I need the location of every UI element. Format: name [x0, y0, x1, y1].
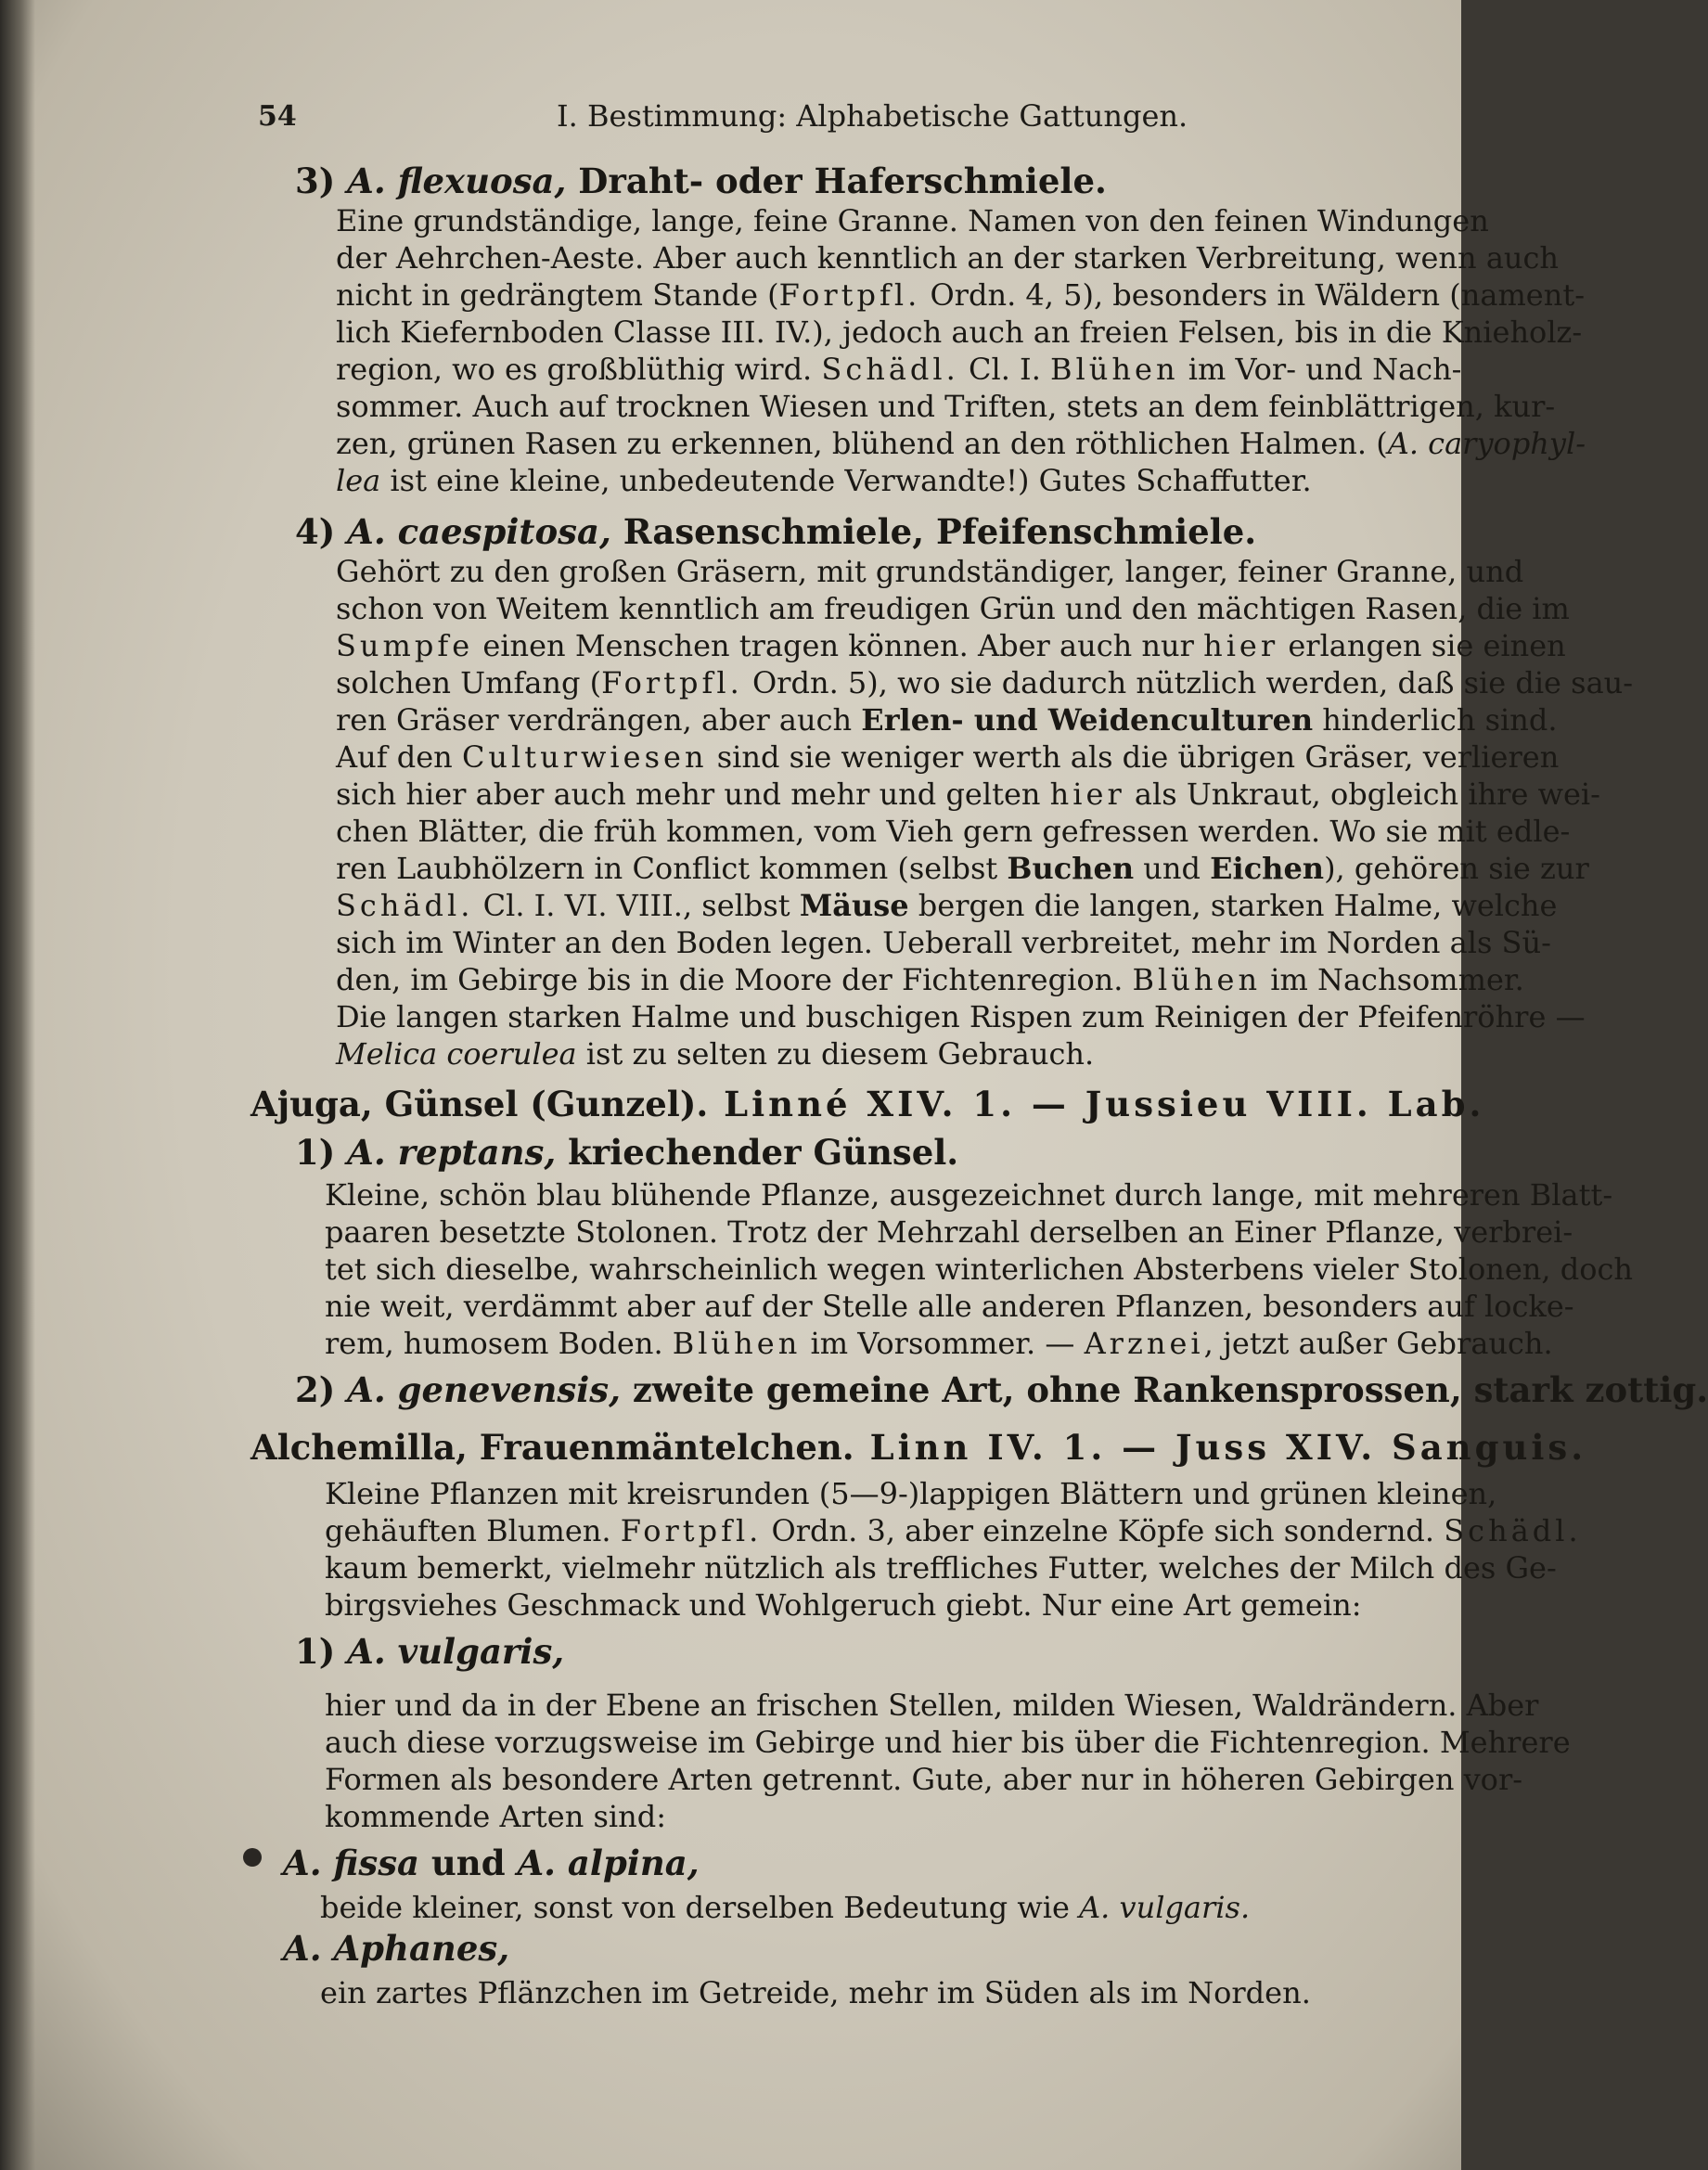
page-shadow-edge: [0, 0, 35, 2170]
text-run: A. vulgaris.: [1079, 1890, 1251, 1925]
text-line: [295, 1371, 1708, 1408]
text-run: A. fissa: [283, 1843, 420, 1883]
text-run: Fortpfl.: [778, 277, 921, 313]
text-run: hier: [1049, 777, 1125, 812]
text-run: 2): [295, 1369, 348, 1410]
text-line: [320, 1974, 1311, 2011]
text-run: Kleine Pflanzen mit kreisrunden (5—9-)lappigen Blättern und grünen kleinen,: [325, 1476, 1497, 1511]
text-run: Culturwiesen: [461, 739, 708, 775]
text-run: tet sich dieselbe, wahrscheinlich wegen winterlichen Absterbens vieler Stolonen, doch: [325, 1252, 1634, 1287]
text-line: [325, 1586, 1361, 1624]
text-run: Kleine, schön blau blühende Pflanze, ausgezeichnet durch lange, mit mehreren Blatt-: [325, 1177, 1613, 1213]
text-run: ren Gräser verdrängen, aber auch: [336, 702, 862, 738]
text-run: sich im Winter an den Boden legen. Ueberall verbreitet, mehr im Norden als Sü-: [336, 925, 1551, 960]
text-run: Blühen: [1132, 962, 1262, 997]
text-run: gehäuften Blumen.: [325, 1513, 621, 1548]
text-line: [336, 998, 1586, 1035]
text-run: rem, humosem Boden.: [325, 1326, 673, 1361]
text-run: sommer. Auch auf trocknen Wiesen und Triften, stets an dem feinblättrigen, kur-: [336, 389, 1556, 424]
text-line: [325, 1213, 1573, 1251]
text-run: und: [419, 1843, 518, 1883]
text-run: zen, grünen Rasen zu erkennen, blühend an den röthlichen Halmen. (: [336, 426, 1388, 461]
text-run: solchen Umfang (: [336, 665, 602, 700]
text-run: Schädl.: [1444, 1513, 1582, 1548]
text-run: Mäuse: [799, 888, 909, 923]
text-run: Eine grundständige, lange, feine Granne. Namen von den feinen Windungen: [336, 203, 1489, 238]
text-run: birgsviehes Geschmack und Wohlgeruch giebt. Nur eine Art gemein:: [325, 1587, 1362, 1623]
text-run: A. caespitosa,: [347, 511, 623, 552]
text-line: [336, 850, 1589, 887]
text-run: den, im Gebirge bis in die Moore der Fichtenregion.: [336, 962, 1133, 997]
text-run: zweite gemeine Art, ohne Rankensprossen, stark zottig.: [632, 1369, 1708, 1410]
text-run: Alchemilla, Frauenmäntelchen.: [250, 1427, 854, 1468]
text-run: ren Laubhölzern in Conflict kommen (selbst: [336, 851, 1008, 886]
text-run: Ajuga, Günsel (Gunzel).: [250, 1084, 709, 1124]
text-run: Blühen: [672, 1326, 802, 1361]
text-line: [283, 1930, 509, 1967]
text-line: [336, 239, 1559, 276]
text-line: [325, 1475, 1496, 1512]
text-run: 4): [295, 511, 348, 552]
text-run: kaum bemerkt, vielmehr nützlich als treffliches Futter, welches der Milch des Ge-: [325, 1550, 1557, 1586]
text-line: [336, 1035, 1094, 1072]
text-run: lich Kiefernboden Classe III. IV.), jedoch auch an freien Felsen, bis in die Knieholz-: [336, 315, 1583, 350]
text-line: [325, 1687, 1538, 1724]
text-run: Gehört zu den großen Gräsern, mit grundständiger, langer, feiner Granne, und: [336, 554, 1524, 589]
text-line: [336, 924, 1551, 961]
text-run: Linné XIV. 1. — Jussieu VIII. Lab.: [708, 1084, 1485, 1124]
text-line: [283, 1844, 700, 1881]
text-line: [336, 276, 1585, 314]
text-line: [250, 1429, 1586, 1466]
text-line: [320, 1889, 1250, 1926]
text-run: als Unkraut, obgleich ihre wei-: [1124, 777, 1600, 812]
text-run: A. alpina,: [517, 1843, 700, 1883]
text-line: [325, 1798, 666, 1835]
text-run: Schädl.: [821, 352, 959, 387]
text-run: hier und da in der Ebene an frischen Stellen, milden Wiesen, Waldrändern. Aber: [325, 1688, 1539, 1723]
text-run: der Aehrchen-Aeste. Aber auch kenntlich an der starken Verbreitung, wenn auch: [336, 240, 1560, 276]
text-run: Formen als besondere Arten getrennt. Gute, aber nur in höheren Gebirgen vor-: [325, 1762, 1523, 1797]
text-run: im Nachsommer.: [1261, 962, 1524, 997]
text-run: Schädl.: [336, 888, 474, 923]
text-run: kriechender Günsel.: [568, 1132, 959, 1173]
text-run: Fortpfl.: [601, 665, 743, 700]
text-run: sich hier aber auch mehr und mehr und gelten: [336, 777, 1050, 812]
text-run: beide kleiner, sonst von derselben Bedeutung wie: [320, 1890, 1080, 1925]
text-line: [336, 202, 1489, 239]
text-line: [295, 162, 1107, 199]
text-run: Blühen: [1050, 352, 1179, 387]
text-line: [336, 961, 1524, 998]
text-line: [336, 664, 1633, 701]
text-run: Erlen- und Weidenculturen: [861, 702, 1314, 738]
text-line: [336, 738, 1559, 776]
text-run: lea: [336, 463, 381, 498]
text-run: Buchen: [1007, 851, 1135, 886]
text-run: ), gehören sie zur: [1324, 851, 1589, 886]
text-run: A. caryophyl-: [1387, 426, 1586, 461]
text-run: Melica coerulea: [336, 1036, 577, 1072]
text-line: [325, 1512, 1582, 1549]
text-run: Sumpfe: [336, 628, 474, 663]
text-line: [325, 1251, 1633, 1288]
text-run: ist eine kleine, unbedeutende Verwandte!) Gutes Schaffutter.: [380, 463, 1312, 498]
text-line: [295, 1633, 564, 1670]
text-run: schon von Weitem kenntlich am freudigen Grün und den mächtigen Rasen, die im: [336, 591, 1570, 626]
text-line: [336, 813, 1570, 850]
text-run: nie weit, verdämmt aber auf der Stelle alle anderen Pflanzen, besonders auf locke-: [325, 1289, 1574, 1324]
text-run: auch diese vorzugsweise im Gebirge und hier bis über die Fichtenregion. Mehrere: [325, 1725, 1571, 1760]
text-line: [325, 1176, 1612, 1213]
text-line: [250, 1085, 1484, 1123]
text-run: 1): [295, 1132, 348, 1173]
text-run: A. reptans,: [347, 1132, 569, 1173]
text-run: im Vorsommer. —: [801, 1326, 1085, 1361]
text-run: im Vor- und Nach-: [1178, 352, 1462, 387]
text-run: Eichen: [1210, 851, 1325, 886]
text-line: [336, 351, 1461, 388]
text-run: und: [1134, 851, 1211, 886]
text-line: [336, 462, 1312, 499]
text-line: [336, 627, 1566, 664]
text-run: einen Menschen tragen können. Aber auch nur: [473, 628, 1204, 663]
text-line: [336, 425, 1586, 462]
text-run: Ordn. 4, 5), besonders in Wäldern (nament-: [920, 277, 1585, 313]
text-line: [336, 314, 1582, 351]
text-run: A. vulgaris,: [347, 1631, 565, 1672]
text-run: Draht- oder Haferschmiele.: [578, 161, 1107, 201]
text-run: chen Blätter, die früh kommen, vom Vieh gern gefressen werden. Wo sie mit edle-: [336, 814, 1571, 849]
page-number: 54: [258, 100, 297, 133]
text-run: A. genevensis,: [347, 1369, 633, 1410]
text-line: [336, 553, 1523, 590]
text-run: sind sie weniger werth als die übrigen Gräser, verlieren: [707, 739, 1560, 775]
text-run: ist zu selten zu diesem Gebrauch.: [576, 1036, 1095, 1072]
text-run: Cl. I. VI. VIII., selbst: [473, 888, 800, 923]
text-line: [325, 1761, 1522, 1798]
text-run: Ordn. 3, aber einzelne Köpfe sich sondernd.: [762, 1513, 1445, 1548]
text-run: Ordn. 5), wo sie dadurch nützlich werden, daß sie die sau-: [742, 665, 1634, 700]
text-run: bergen die langen, starken Halme, welche: [908, 888, 1558, 923]
text-run: Fortpfl.: [620, 1513, 763, 1548]
text-run: hier: [1203, 628, 1279, 663]
text-run: region, wo es großblüthig wird.: [336, 352, 822, 387]
text-run: Auf den: [336, 739, 462, 775]
ink-blot: [243, 1848, 262, 1867]
text-run: ein zartes Pflänzchen im Getreide, mehr im Süden als im Norden.: [320, 1975, 1311, 2010]
text-run: A. flexuosa,: [347, 161, 579, 201]
page-header: [250, 93, 1364, 139]
text-run: Cl. I.: [958, 352, 1051, 387]
text-run: Linn IV. 1. — Juss XIV. Sanguis.: [854, 1427, 1587, 1468]
text-line: [325, 1325, 1553, 1362]
text-run: 1): [295, 1631, 348, 1672]
text-run: nicht in gedrängtem Stande (: [336, 277, 779, 313]
text-line: [336, 590, 1570, 627]
text-line: [336, 388, 1555, 425]
text-run: 3): [295, 161, 348, 201]
running-title: I. Bestimmung: Alphabetische Gattungen.: [557, 98, 1188, 134]
text-run: erlangen sie einen: [1278, 628, 1566, 663]
text-line: [295, 1134, 958, 1171]
text-run: A. Aphanes,: [283, 1928, 510, 1969]
text-line: [295, 513, 1256, 550]
text-run: hinderlich sind.: [1313, 702, 1558, 738]
text-run: , jetzt außer Gebrauch.: [1203, 1326, 1553, 1361]
text-run: kommende Arten sind:: [325, 1799, 666, 1834]
text-line: [325, 1549, 1557, 1586]
text-run: Rasenschmiele, Pfeifenschmiele.: [623, 511, 1257, 552]
text-line: [325, 1288, 1574, 1325]
text-line: [325, 1724, 1571, 1761]
text-run: Arznei: [1084, 1326, 1204, 1361]
text-run: paaren besetzte Stolonen. Trotz der Mehrzahl derselben an Einer Pflanze, verbrei-: [325, 1214, 1573, 1250]
text-line: [336, 701, 1558, 738]
text-run: Die langen starken Halme und buschigen Rispen zum Reinigen der Pfeifenröhre —: [336, 999, 1586, 1034]
text-line: [336, 887, 1557, 924]
text-line: [336, 776, 1600, 813]
